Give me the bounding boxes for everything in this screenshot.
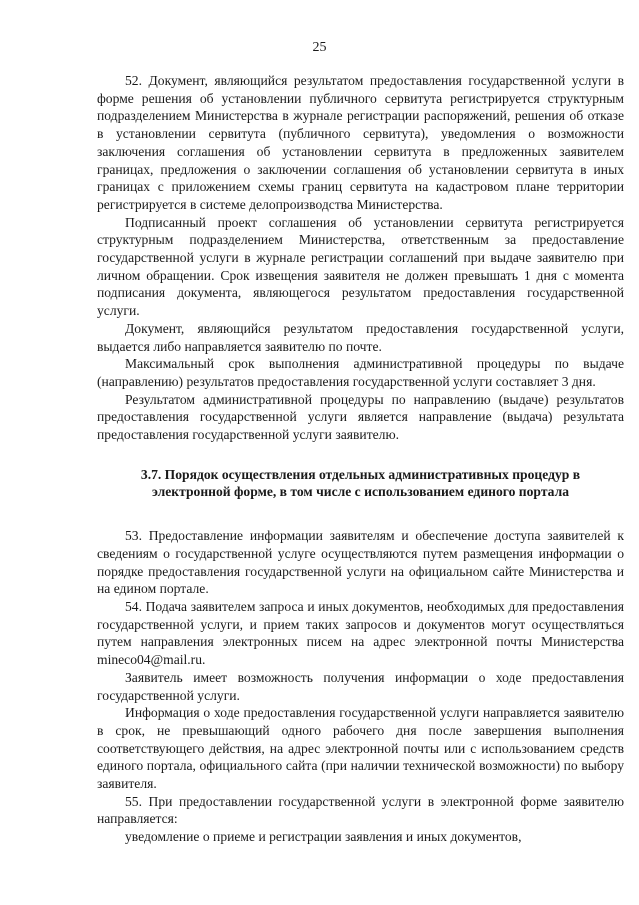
paragraph-55: 55. При предоставлении государственной услуги в электронной форме заявителю направляется: [97,793,624,827]
paragraph-applicant-info: Заявитель имеет возможность получения информации о ходе предоставления государственной услуги. [97,669,624,703]
paragraph-notification: уведомление о приеме и регистрации заявления и иных документов, [125,829,522,845]
paragraph-52: 52. Документ, являющийся результатом предоставления государственной услуги в форме решения об установлении публичного сервитута регистрируется структурным подразделением Министерства в журнале регистрации распоряжений, решения об отказе в установлении сервитута (публичного сервитута), уведомления о возможности заключения соглашения об установлении сервитута в предложенных заявителем границах, предложения о заключении соглашения об установлении сервитута в иных границах с приложением схемы границ сервитута на кадастровом плане территории регистрируется в системе делопроизводства Министерства. [97,73,624,212]
section-heading-3-7: 3.7. Порядок осуществления отдельных административных процедур в электронной форме, в том числе с использованием единого портала [140,466,581,500]
paragraph-54: 54. Подача заявителем запроса и иных документов, необходимых для предоставления государственной услуги, и прием таких запросов и документов могут осуществляться путем направления электронных писем на адрес электронной почты Министерства mineco04@mail.ru. [97,598,624,668]
paragraph-53: 53. Предоставление информации заявителям и обеспечение доступа заявителей к сведениям о государственной услуге осуществляются путем размещения информации о порядке предоставления государственной услуги на официальном сайте Министерства и на едином портале. [97,528,624,597]
paragraph-max-term: Максимальный срок выполнения административной процедуры по выдаче (направлению) результатов предоставления государственной услуги составляет 3 дня. [97,356,624,389]
paragraph-progress-info: Информация о ходе предоставления государственной услуги направляется заявителю в срок, не превышающий одного рабочего дня после завершения выполнения соответствующего действия, на адрес электронной почты или с использованием средств единого портала, официального сайта (при наличии технической возможности) по выбору заявителя. [97,705,624,792]
paragraph-signed-draft: Подписанный проект соглашения об установлении сервитута регистрируется структурным подразделением Министерства, ответственным за предоставление государственной услуги в журнале регистрации соглашений при выдаче заявителю при личном обращении. Срок извещения заявителя не должен превышать 1 дня с момента подписания документа, являющегося результатом предоставления государственной услуги. [97,214,624,319]
paragraph-document-issued: Документ, являющийся результатом предоставления государственной услуги, выдается либо направляется заявителю по почте. [97,320,624,354]
paragraph-result: Результатом административной процедуры по направлению (выдаче) результатов предоставления государственной услуги является направление (выдача) результата предоставления государственной услуги заявителю. [97,391,624,443]
document-body [97,72,624,846]
page-number: 25 [312,40,327,55]
